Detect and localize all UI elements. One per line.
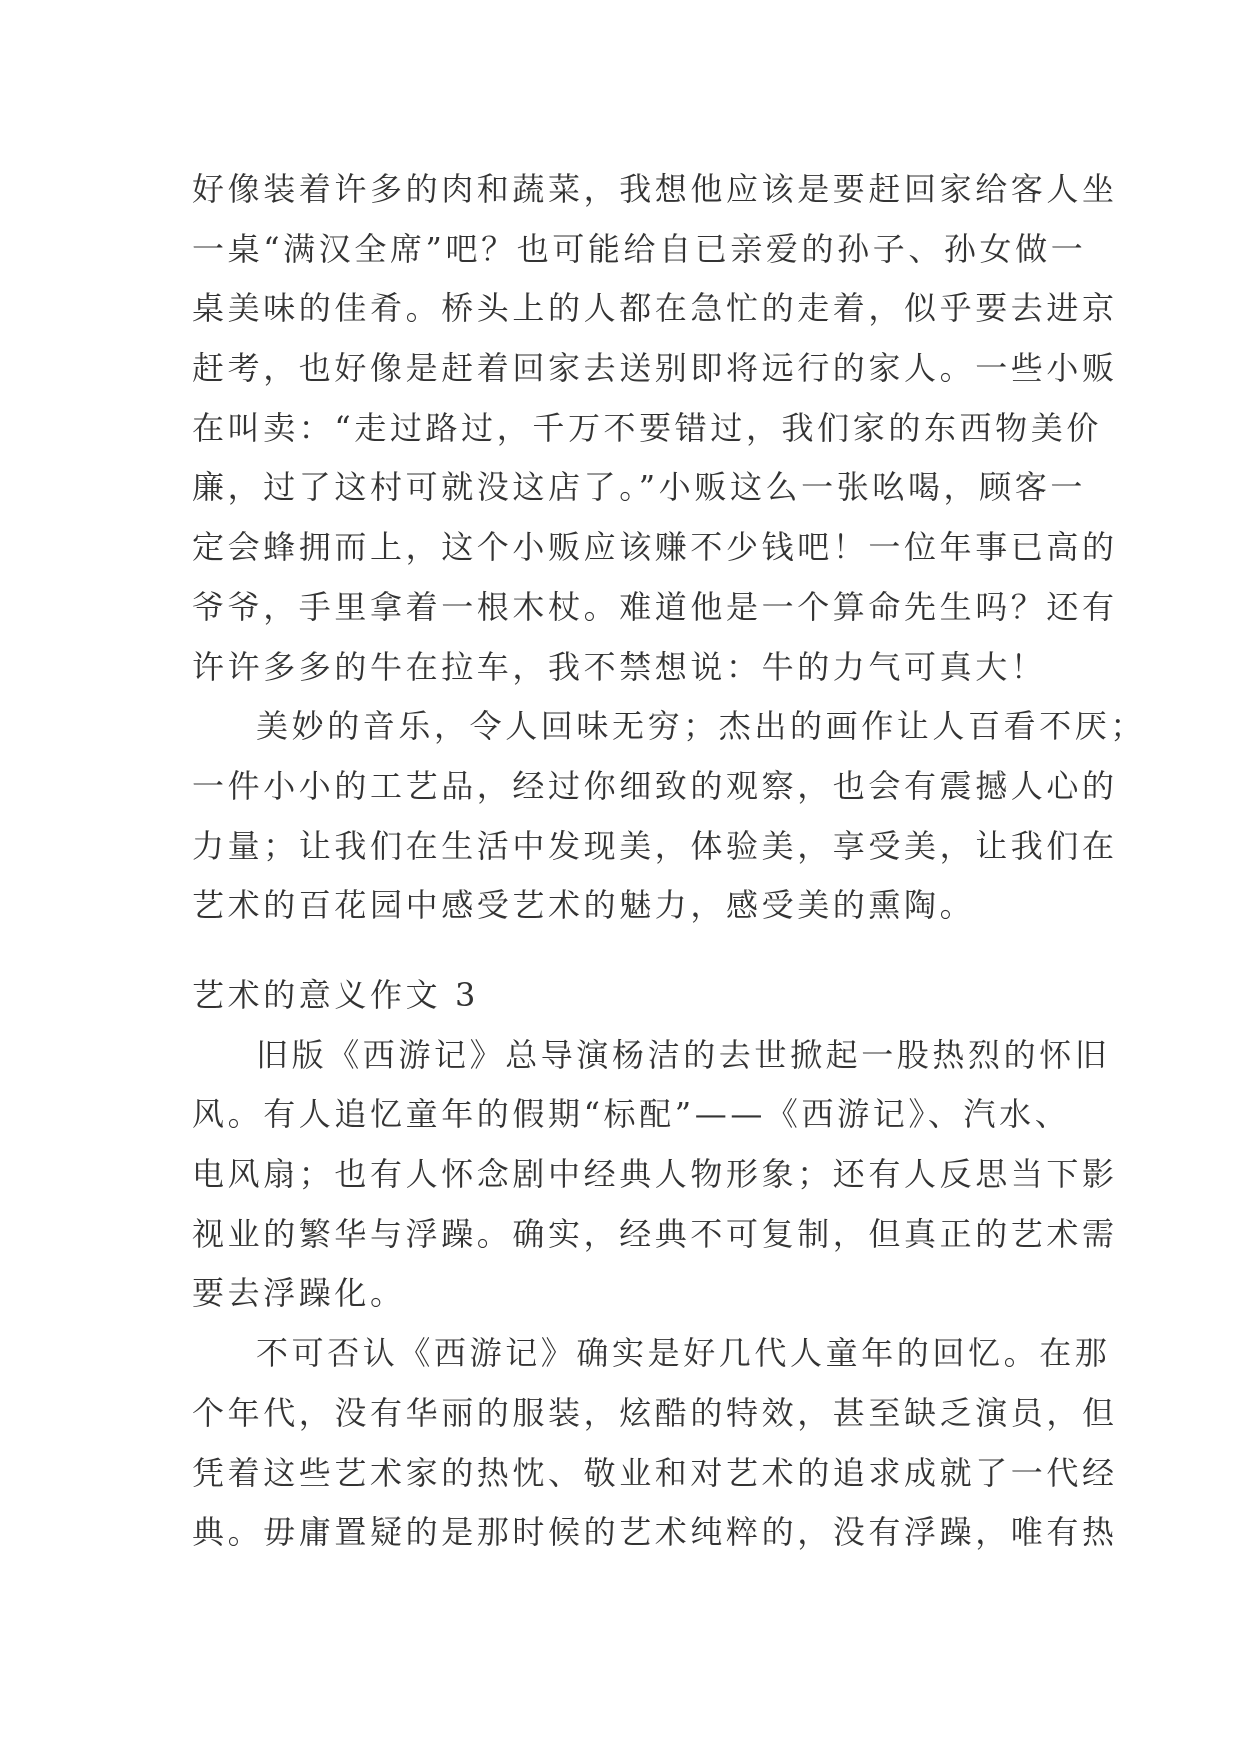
paragraph-line: 凭着这些艺术家的热忱、敬业和对艺术的追求成就了一代经 bbox=[192, 1453, 1118, 1492]
paragraph-line: 典。毋庸置疑的是那时候的艺术纯粹的，没有浮躁，唯有热 bbox=[192, 1513, 1118, 1552]
closing-paragraph bbox=[192, 697, 1147, 936]
continuation-paragraph bbox=[192, 160, 1118, 697]
paragraph-line: 一件小小的工艺品，经过你细致的观察，也会有震撼人心的 bbox=[192, 766, 1118, 805]
section-paragraph-1 bbox=[192, 1026, 1118, 1324]
paragraph-line: 个年代，没有华丽的服装，炫酷的特效，甚至缺乏演员，但 bbox=[192, 1393, 1118, 1432]
paragraph-line: 风。有人追忆童年的假期“标配”——《西游记》、汽水、 bbox=[192, 1095, 1071, 1134]
paragraph-line: 桌美味的佳肴。桥头上的人都在急忙的走着，似乎要去进京 bbox=[192, 289, 1118, 328]
paragraph-line: 赶考，也好像是赶着回家去送别即将远行的家人。一些小贩 bbox=[192, 349, 1118, 388]
text-block-upper bbox=[192, 160, 1147, 936]
paragraph-line-text: 旧版《西游记》总导演杨洁的去世掀起一股热烈的怀旧 bbox=[256, 1035, 1111, 1074]
paragraph-line: 在叫卖：“走过路过，千万不要错过，我们家的东西物美价 bbox=[192, 408, 1102, 447]
paragraph-line: 要去浮躁化。 bbox=[192, 1274, 406, 1313]
paragraph-line: 廉，过了这村可就没这店了。”小贩这么一张吆喝，顾客一 bbox=[192, 468, 1086, 507]
paragraph-line bbox=[192, 1324, 1111, 1384]
paragraph-line: 力量；让我们在生活中发现美，体验美，享受美，让我们在 bbox=[192, 826, 1118, 865]
paragraph-line: 视业的繁华与浮躁。确实，经典不可复制，但真正的艺术需 bbox=[192, 1214, 1118, 1253]
paragraph-line: 一桌“满汉全席”吧？也可能给自已亲爱的孙子、孙女做一 bbox=[192, 229, 1087, 268]
section-heading: 艺术的意义作文 3 bbox=[192, 976, 479, 1014]
paragraph-line-text: 不可否认《西游记》确实是好几代人童年的回忆。在那 bbox=[256, 1334, 1111, 1373]
text-block-lower bbox=[192, 966, 1118, 1563]
paragraph-line-text: 美妙的音乐，令人回味无穷；杰出的画作让人百看不厌； bbox=[256, 707, 1147, 746]
paragraph-line: 艺术的百花园中感受艺术的魅力，感受美的熏陶。 bbox=[192, 886, 976, 925]
paragraph-line: 好像装着许多的肉和蔬菜，我想他应该是要赶回家给客人坐 bbox=[192, 170, 1118, 208]
paragraph-line: 定会蜂拥而上，这个小贩应该赚不少钱吧！一位年事已高的 bbox=[192, 528, 1118, 567]
paragraph-line: 许许多多的牛在拉车，我不禁想说：牛的力气可真大！ bbox=[192, 647, 1047, 686]
paragraph-line bbox=[192, 1026, 1111, 1086]
section-paragraph-2 bbox=[192, 1324, 1118, 1563]
paragraph-line bbox=[192, 697, 1147, 757]
paragraph-line: 电风扇；也有人怀念剧中经典人物形象；还有人反思当下影 bbox=[192, 1155, 1118, 1194]
paragraph-line: 爷爷，手里拿着一根木杖。难道他是一个算命先生吗？还有 bbox=[192, 587, 1118, 626]
